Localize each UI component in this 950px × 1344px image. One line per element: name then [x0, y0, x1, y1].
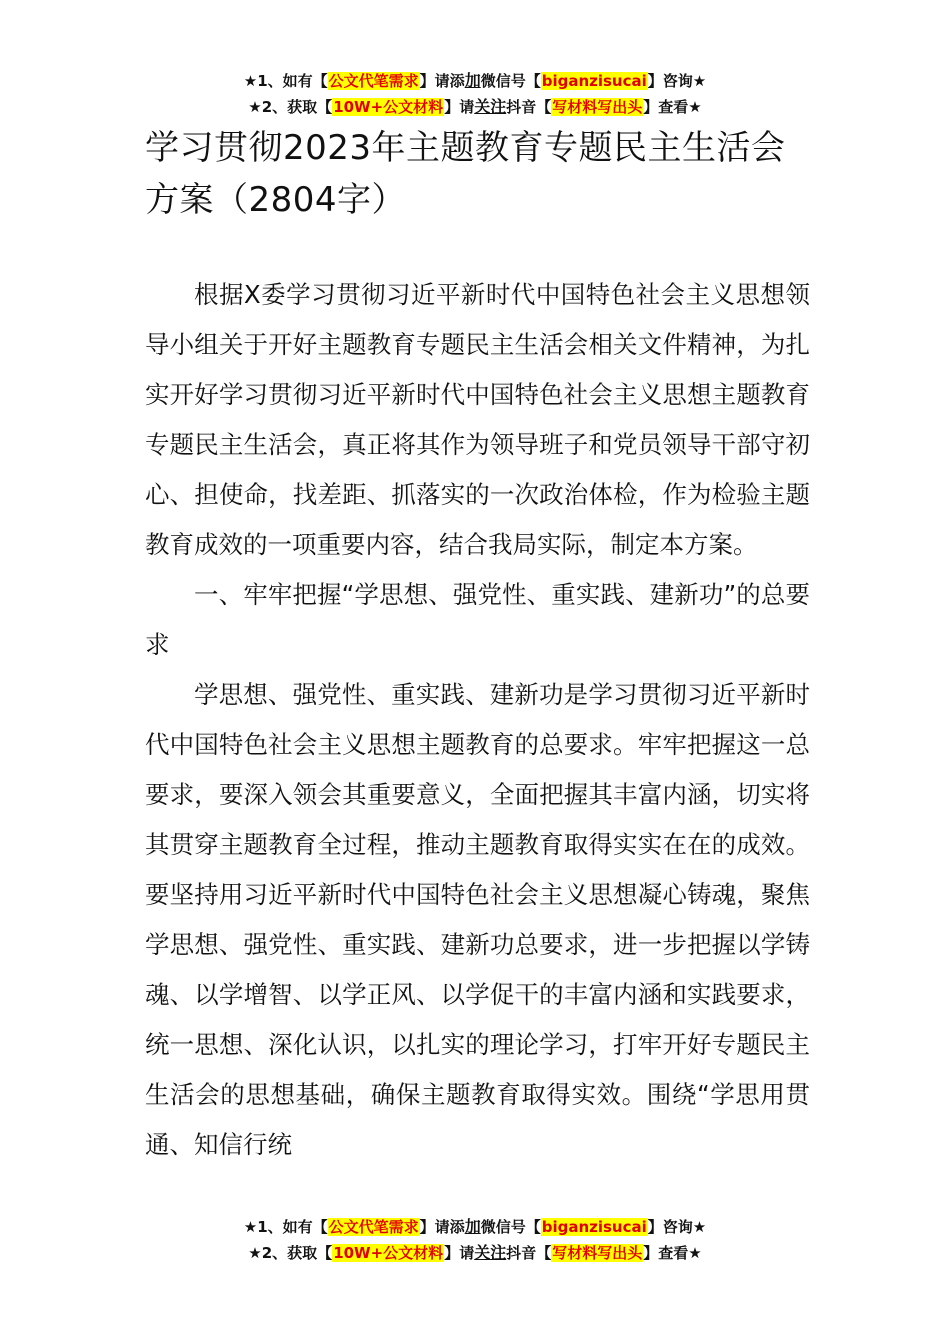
document-title: 学习贯彻2023年主题教育专题民主生活会方案（2804字）: [145, 128, 786, 220]
paragraph: 学思想、强党性、重实践、建新功是学习贯彻习近平新时代中国特色社会主义思想主题教育的总要求。牢牢把握这一总要求，要深入领会其重要意义，全面把握其丰富内涵，切实将其贯穿主题教育全过程，推动主题教育取得实实在在的成效。要坚持用习近平新时代中国特色社会主义思想凝心铸魂，聚焦学思想、强党性、重实践、建新功总要求，进一步把握以学铸魂、以学增智、以学正风、以学促干的丰富内涵和实践要求，统一思想、深化认识，以扎实的理论学习，打牢开好专题民主生活会的思想基础，确保主题教育取得实效。围绕“学思用贯通、知信行统: [145, 680, 810, 1159]
banner-highlight: 10W+公文材料: [333, 1244, 444, 1262]
banner-text: 】查看★: [643, 98, 702, 116]
banner-text: ★1、如有【: [243, 72, 328, 90]
banner-text: 】咨询★: [647, 1218, 707, 1236]
banner-text: 】请添: [419, 1218, 465, 1236]
banner-text: 】请: [444, 98, 475, 116]
banner-line-2: [0, 1240, 950, 1266]
banner-text: ★1、如有【: [243, 1218, 328, 1236]
banner-line-1: [0, 1214, 950, 1240]
banner-highlight: 公文代笔需求: [328, 1218, 419, 1236]
banner-text: 微信号【: [480, 1218, 541, 1236]
banner-text: 抖音【: [506, 98, 552, 116]
banner-highlight: 写材料写出头: [552, 1244, 643, 1262]
banner-highlight: 公文代笔需求: [328, 72, 419, 90]
header-banner: [0, 68, 950, 120]
banner-text: ★2、获取【: [248, 1244, 333, 1262]
banner-text: 】请: [444, 1244, 475, 1262]
banner-text: 】咨询★: [647, 72, 707, 90]
banner-underlined: 加: [464, 71, 481, 90]
paragraph: 根据X委学习贯彻习近平新时代中国特色社会主义思想领导小组关于开好主题教育专题民主生活会相关文件精神，为扎实开好学习贯彻习近平新时代中国特色社会主义思想主题教育专题民主生活会，真正将其作为领导班子和党员领导干部守初心、担使命，找差距、抓落实的一次政治体检，作为检验主题教育成效的一项重要内容，结合我局实际，制定本方案。: [145, 280, 810, 559]
footer-banner: [0, 1214, 950, 1266]
banner-highlight: biganzisucai: [541, 1218, 647, 1236]
banner-highlight: 10W+公文材料: [333, 98, 444, 116]
banner-highlight: biganzisucai: [541, 72, 647, 90]
banner-text: 】请添: [419, 72, 465, 90]
document-body: [145, 270, 810, 1170]
banner-line-1: [0, 68, 950, 94]
banner-underlined: 加: [464, 1217, 481, 1236]
banner-text: 】查看★: [643, 1244, 702, 1262]
banner-text: 微信号【: [480, 72, 541, 90]
banner-text: 抖音【: [506, 1244, 552, 1262]
banner-line-2: [0, 94, 950, 120]
banner-highlight: 写材料写出头: [552, 98, 643, 116]
banner-text: ★2、获取【: [248, 98, 333, 116]
banner-underlined: 关注: [474, 1243, 507, 1262]
section-heading: 一、牢牢把握“学思想、强党性、重实践、建新功”的总要求: [145, 580, 810, 659]
banner-underlined: 关注: [474, 97, 507, 116]
